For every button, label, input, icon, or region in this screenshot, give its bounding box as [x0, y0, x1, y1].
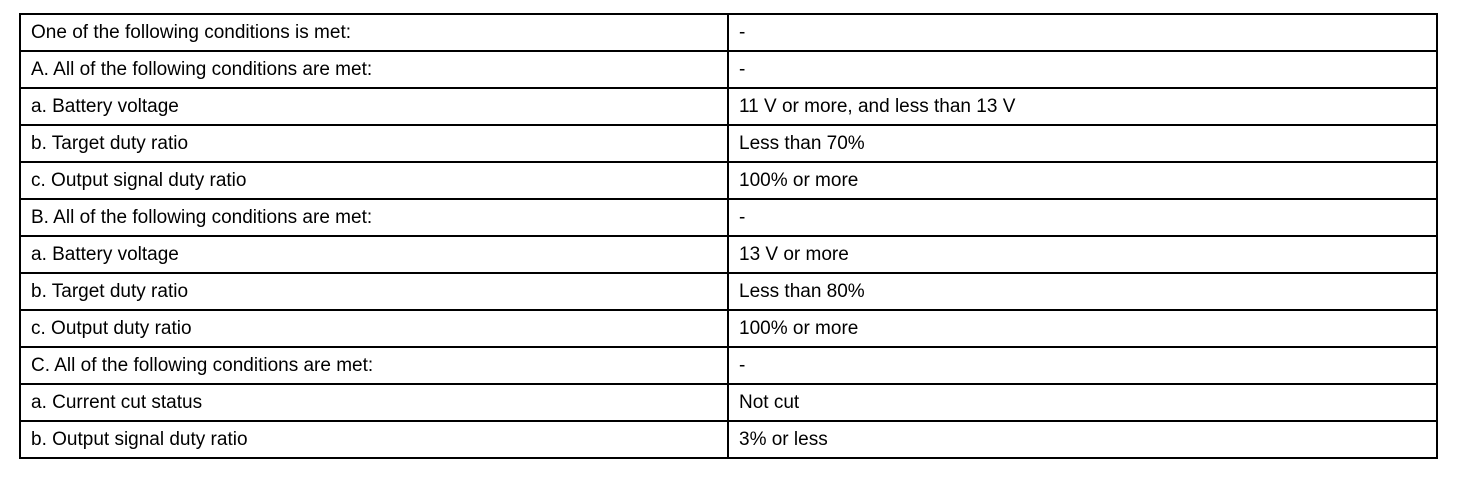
condition-cell: a. Battery voltage: [20, 88, 728, 125]
table-row: [20, 347, 1437, 384]
table-row: [20, 236, 1437, 273]
table-row: [20, 384, 1437, 421]
table-row: [20, 88, 1437, 125]
condition-cell: A. All of the following conditions are met:: [20, 51, 728, 88]
table-row: [20, 310, 1437, 347]
value-cell: -: [728, 199, 1437, 236]
condition-cell: c. Output signal duty ratio: [20, 162, 728, 199]
table-row: [20, 51, 1437, 88]
condition-cell: a. Current cut status: [20, 384, 728, 421]
condition-cell: c. Output duty ratio: [20, 310, 728, 347]
value-cell: Less than 70%: [728, 125, 1437, 162]
value-cell: -: [728, 347, 1437, 384]
table-row: [20, 273, 1437, 310]
value-cell: -: [728, 51, 1437, 88]
value-cell: 11 V or more, and less than 13 V: [728, 88, 1437, 125]
table-row: [20, 421, 1437, 458]
condition-cell: a. Battery voltage: [20, 236, 728, 273]
condition-cell: b. Target duty ratio: [20, 273, 728, 310]
conditions-table: [19, 13, 1438, 459]
value-cell: Less than 80%: [728, 273, 1437, 310]
condition-cell: B. All of the following conditions are met:: [20, 199, 728, 236]
condition-cell: b. Target duty ratio: [20, 125, 728, 162]
table-row: [20, 14, 1437, 51]
table-row: [20, 162, 1437, 199]
condition-cell: One of the following conditions is met:: [20, 14, 728, 51]
conditions-table-container: [19, 13, 1438, 459]
value-cell: 100% or more: [728, 310, 1437, 347]
condition-cell: C. All of the following conditions are met:: [20, 347, 728, 384]
condition-cell: b. Output signal duty ratio: [20, 421, 728, 458]
value-cell: -: [728, 14, 1437, 51]
value-cell: 13 V or more: [728, 236, 1437, 273]
value-cell: 3% or less: [728, 421, 1437, 458]
table-row: [20, 125, 1437, 162]
value-cell: 100% or more: [728, 162, 1437, 199]
value-cell: Not cut: [728, 384, 1437, 421]
table-row: [20, 199, 1437, 236]
